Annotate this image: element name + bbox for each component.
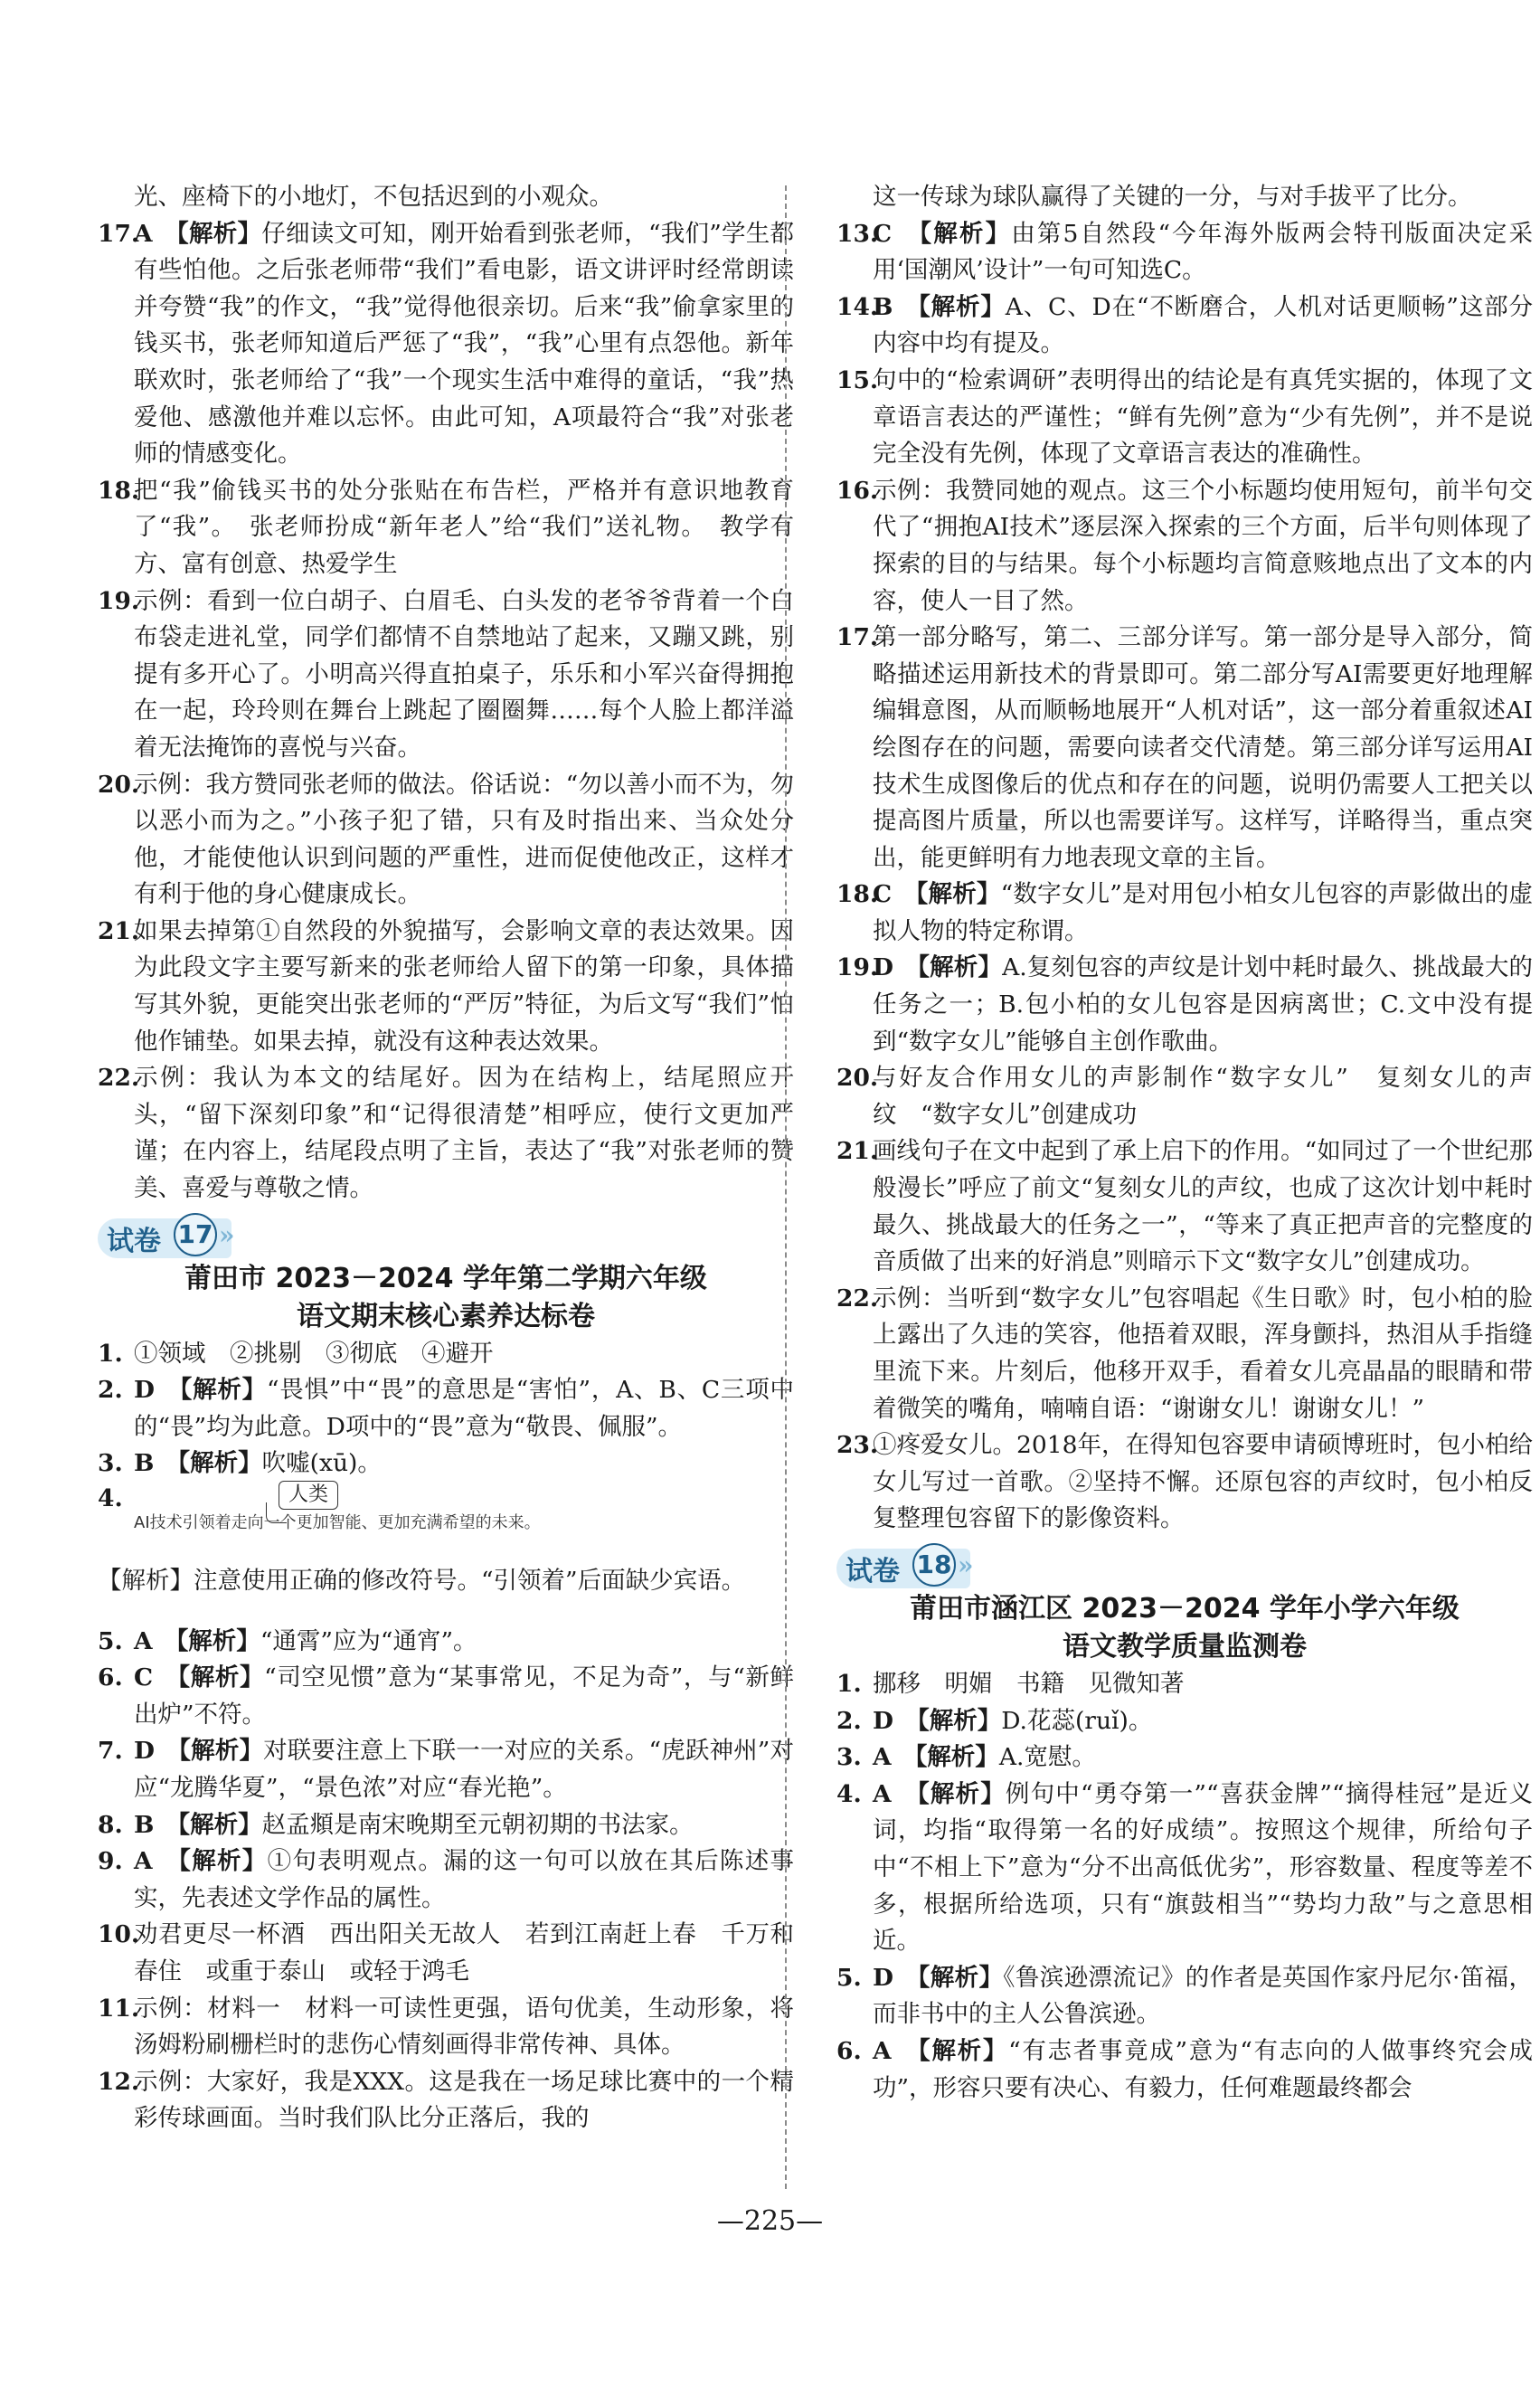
answer-13: 13. C 【解析】由第5自然段“今年海外版两会特刊版面决定采用‘国潮风’设计”一句可知选C。 [836,219,1533,285]
left-column [98,179,794,2137]
answer-19: 19. 示例：看到一位白胡子、白眉毛、白头发的老爷爷背着一个白布袋走进礼堂，同学们都情不自禁地站了起来，又蹦又跳，别提有多开心了。小明高兴得直拍桌子，乐乐和小军兴奋得拥抱在一起，玲玲则在舞台上跳起了圈圈舞……每个人脸上都洋溢着无法掩饰的喜悦与兴奋。 [98,586,794,762]
answer-6: 6. C 【解析】“司空见惯”意为“某事常见，不足为奇”，与“新鲜出炉”不符。 [98,1663,795,1729]
answer-2: 2. D 【解析】“畏惧”中“畏”的意思是“害怕”，A、B、C三项中的“畏”均为此意。D项中的“畏”意为“敬畏、佩服”。 [98,1376,795,1441]
answer-22-r: 22. 示例：当听到“数字女儿”包容唱起《生日歌》时，包小柏的脸上露出了久违的笑容，他捂着双眼，浑身颤抖，热泪从手指缝里流下来。片刻后，他移开双手，看着女儿亮晶晶的眼睛和带着微笑的嘴角，喃喃自语：“谢谢女儿！谢谢女儿！” [836,1284,1533,1423]
answer-19-r: 19. D 【解析】A.复刻包容的声纹是计划中耗时最久、挑战最大的任务之一；B.包小柏的女儿包容是因病离世；C.文中没有提到“数字女儿”能够自主创作歌曲。 [836,953,1534,1056]
exam-badge-17 [98,1213,794,1260]
right-column [836,179,1533,2107]
answer-b1: 1. 挪移 明媚 书籍 见微知著 [836,1669,1185,1698]
column-divider [785,185,787,2189]
answer-20: 20. 示例：我方赞同张老师的做法。俗话说：“勿以善小而不为，勿以恶小而为之。”小孩子犯了错，只有及时指出来、当众处分他，才能使他认识到问题的严重性，进而促使他改正，这样才有利于他的身心健康成长。 [98,770,794,909]
answer-11: 11. 示例：材料一 材料一可读性更强，语句优美，生动形象，将汤姆粉刷栅栏时的悲伤心情刻画得非常传神、具体。 [98,1994,794,2060]
answer-17: 17. A 【解析】仔细读文可知，刚开始看到张老师，“我们”学生都有些怕他。之后张老师带“我们”看电影，语文讲评时经常朗读并夸赞“我”的作文，“我”觉得他很亲切。后来“我”偷拿家里的钱买书，张老师知道后严惩了“我”，“我”心里有点怨他。新年联欢时，张老师给了“我”一个现实生活中难得的童话，“我”热爱他、感激他并难以忘怀。由此可知，A项最符合“我”对张老师的情感变化。 [98,219,795,469]
answer-4-correction: 4. 人类 AI技术引领着走向一个更加智能、更加充满希望的未来。 [98,1483,794,1539]
answer-22: 22. 示例：我认为本文的结尾好。因为在结构上，结尾照应开头，“留下深刻印象”和“记得很清楚”相呼应，使行文更加严谨；在内容上，结尾段点明了主旨，表达了“我”对张老师的赞美、喜爱与尊敬之情。 [98,1064,794,1203]
exam-title-line1: 莆田市涵江区 2023－2024 学年小学六年级 [910,1592,1460,1625]
left-continued-text: 光、座椅下的小地灯，不包括迟到的小观众。 [134,183,613,211]
corrected-sentence: AI技术引领着走向一个更加智能、更加充满希望的未来。 [134,1513,541,1532]
double-chevron-icon: » [219,1219,235,1250]
double-chevron-icon: » [958,1549,974,1580]
badge-label: 试卷 [846,1555,900,1587]
badge-number: 18 [912,1543,956,1587]
answer-b3: 3. A 【解析】A.宽慰。 [836,1743,1096,1772]
answer-21: 21. 如果去掉第①自然段的外貌描写，会影响文章的表达效果。因为此段文字主要写新来的张老师给人留下的第一印象，具体描写其外貌，更能突出张老师的“严厉”特征，为后文写“我们”怕他作铺垫。如果去掉，就没有这种表达效果。 [98,916,794,1056]
answer-b5: 5. D 【解析】《鲁滨逊漂流记》的作者是英国作家丹尼尔·笛福，而非书中的主人公鲁滨逊。 [836,1963,1533,2029]
answer-5: 5. A 【解析】“通霄”应为“通宵”。 [98,1626,477,1655]
right-continued-text: 这一传球为球队赢得了关键的一分，与对手拔平了比分。 [873,183,1472,211]
answer-14: 14. B 【解析】A、C、D在“不断磨合，人机对话更顺畅”这部分内容中均有提及。 [836,292,1533,358]
answer-3: 3. B 【解析】吹嘘(xū)。 [98,1449,382,1478]
answer-7: 7. D 【解析】对联要注意上下联一一对应的关系。“虎跃神州”对应“龙腾华夏”，“景色浓”对应“春光艳”。 [98,1737,794,1802]
answer-12: 12. 示例：大家好，我是XXX。这是我在一场足球比赛中的一个精彩传球画面。当时我们队比分正落后，我的 [98,2067,794,2133]
exam-title-line1: 莆田市 2023－2024 学年第二学期六年级 [184,1262,707,1294]
answer-16: 16. 示例：我赞同她的观点。这三个小标题均使用短句，前半句交代了“拥抱AI技术”逐层深入探索的三个方面，后半句则体现了探索的目的与结果。每个小标题均言简意赅地点出了文本的内容，使人一目了然。 [836,476,1533,615]
badge-label: 试卷 [107,1225,161,1257]
answer-10: 10. 劝君更尽一杯酒 西出阳关无故人 若到江南赶上春 千万和春住 或重于泰山 或轻于鸿毛 [98,1920,794,1985]
answer-9: 9. A 【解析】①句表明观点。漏的这一句可以放在其后陈述事实，先表述文学作品的属性。 [98,1847,795,1912]
inserted-word: 人类 [279,1481,338,1510]
answer-1: 1. ①领域 ②挑剔 ③彻底 ④避开 [98,1339,494,1368]
answer-8: 8. B 【解析】赵孟頫是南宋晚期至元朝初期的书法家。 [98,1810,694,1839]
answer-17-r: 17. 第一部分略写，第二、三部分详写。第一部分是导入部分，简略描述运用新技术的背景即可。第二部分写AI需要更好地理解编辑意图，从而顺畅地展开“人机对话”，这一部分着重叙述AI绘图存在的问题，需要向读者交代清楚。第三部分详写运用AI技术生成图像后的优点和存在的问题，说明仍需要人工把关以提高图片质量，所以也需要详写。这样写，详略得当，重点突出，能更鲜明有力地表现文章的主旨。 [836,623,1533,872]
answer-18-r: 18. C 【解析】“数字女儿”是对用包小柏女儿包容的声影做出的虚拟人物的特定称谓。 [836,880,1534,945]
exam-badge-18 [836,1543,1533,1590]
answer-18: 18. 把“我”偷钱买书的处分张贴在布告栏，严格并有意识地教育了“我”。 张老师扮成“新年老人”给“我们”送礼物。 教学有方、富有创意、热爱学生 [98,476,794,578]
exam-title-line2: 语文教学质量监测卷 [1063,1630,1307,1663]
answer-b4: 4. A 【解析】例句中“勇夺第一”“喜获金牌”“摘得桂冠”是近义词，均指“取得第一名的好成绩”。按照这个规律，所给句子中“不相上下”意为“分不出高低优劣”，形容数量、程度等差不多，根据所给选项，只有“旗鼓相当”“势均力敌”与之意思相近。 [836,1779,1534,1956]
page-number: —225— [716,2205,824,2237]
analysis-tag: 【解析】 [918,1963,1004,1992]
badge-number: 17 [174,1213,217,1256]
answer-15: 15. 句中的“检索调研”表明得出的结论是有真凭实据的，体现了文章语言表达的严谨性；“鲜有先例”意为“少有先例”，并不是说完全没有先例，体现了文章语言表达的准确性。 [836,365,1533,469]
answer-20-r: 20. 与好友合作用女儿的声影制作“数字女儿” 复刻女儿的声纹 “数字女儿”创建成功 [836,1064,1533,1129]
answer-b2: 2. D 【解析】D.花蕊(ruǐ)。 [836,1706,1153,1735]
answer-b6: 6. A 【解析】“有志者事竟成”意为“有志向的人做事终究会成功”，形容只要有决心、有毅力，任何难题最终都会 [836,2036,1534,2102]
answer-23-r: 23. ①疼爱女儿。2018年，在得知包容要申请硕博班时，包小柏给女儿写过一首歌。②坚持不懈。还原包容的声纹时，包小柏反复整理包容留下的影像资料。 [836,1431,1533,1533]
exam-title-line2: 语文期末核心素养达标卷 [297,1300,595,1332]
answer-21-r: 21. 画线句子在文中起到了承上启下的作用。“如同过了一个世纪那般漫长”呼应了前文“复刻女儿的声纹，也成了这次计划中耗时最久、挑战最大的任务之一”，“等来了真正把声音的完整度的音质做了出来的好消息”则暗示下文“数字女儿”创建成功。 [836,1137,1533,1276]
answer-4-analysis: 【解析】注意使用正确的修改符号。“引领着”后面缺少宾语。 [98,1566,746,1595]
